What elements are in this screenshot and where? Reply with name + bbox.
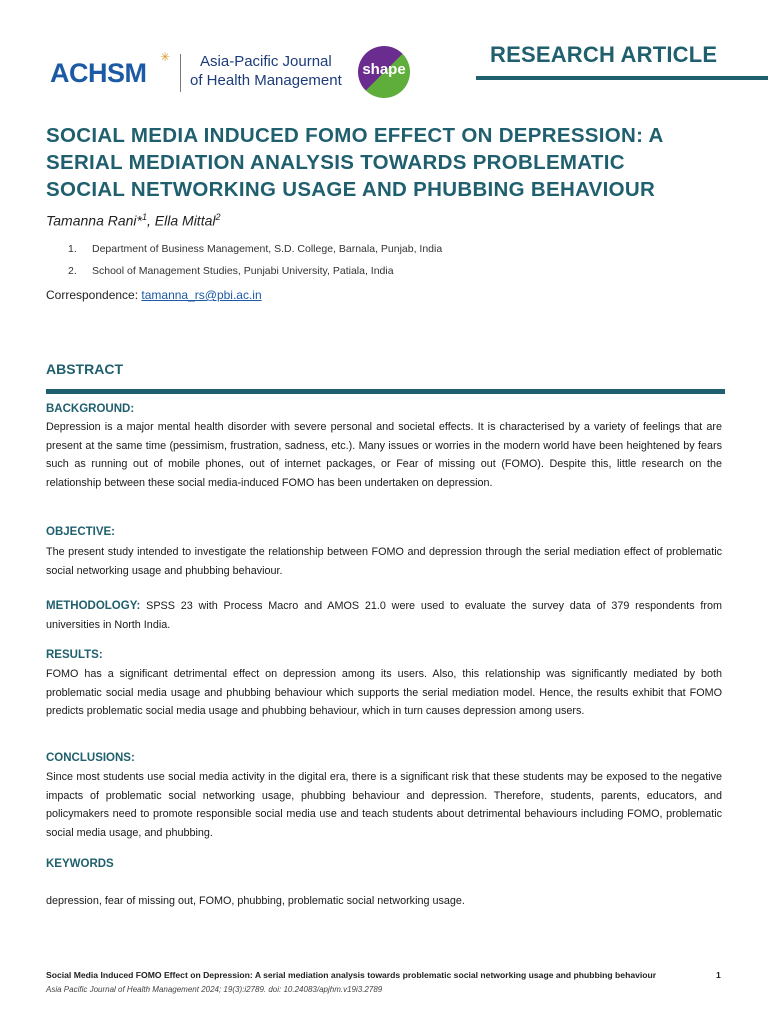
star-icon: ✳	[160, 50, 171, 64]
affiliation-item: 1. Department of Business Management, S.D. College, Barnala, Punjab, India	[68, 243, 443, 255]
achsm-logo[interactable]: ACHSM	[50, 58, 147, 88]
running-title: Social Media Induced FOMO Effect on Depression: A serial mediation analysis towards problematic social networking usage and phubbing behaviour	[46, 970, 657, 980]
affiliation-item: 2. School of Management Studies, Punjabi University, Patiala, India	[68, 265, 394, 277]
logo-divider	[180, 54, 181, 92]
page-number: 1	[716, 970, 721, 980]
methodology-text: SPSS 23 with Process Macro and AMOS 21.0 were used to evaluate the survey data of 379 respondents from universities in North India.	[46, 600, 722, 631]
objective-text: The present study intended to investigate the relationship between FOMO and depression through the serial mediation effect of problematic social networking usage and phubbing behaviour.	[46, 546, 722, 577]
article-type-rule	[476, 76, 768, 80]
citation-line: Asia Pacific Journal of Health Management 2024; 19(3):i2789. doi: 10.24083/apjhm.v19i3.2789	[46, 985, 383, 994]
conclusions-text: Since most students use social media activity in the digital era, there is a significant risk that these students may be exposed to the negative impacts of problematic social networking usage, phubbing behaviour and depression. Therefore, students, parents, educators, and policymakers need to promote responsible social media use and teach students about detrimental behaviours including FOMO, problematic social media usage, and phubbing.	[46, 771, 722, 840]
article-title: SOCIAL MEDIA INDUCED FOMO EFFECT ON DEPRESSION: A SERIAL MEDIATION ANALYSIS TOWARDS PROBLEMATIC SOCIAL NETWORKING USAGE AND PHUBBING BEHAVIOUR	[46, 124, 664, 201]
author-name: Ella Mittal	[154, 212, 216, 229]
methodology-label: METHODOLOGY:	[46, 600, 141, 612]
author-list: Tamanna Rani*$^1$, Ella Mittal$^2$	[46, 212, 221, 229]
objective-label: OBJECTIVE:	[46, 526, 116, 538]
keywords-label: KEYWORDS	[46, 858, 114, 870]
abstract-divider	[46, 389, 725, 394]
keywords-text: depression, fear of missing out, FOMO, phubbing, problematic social networking usage.	[46, 895, 465, 907]
abstract-heading: ABSTRACT	[46, 361, 123, 377]
shape-logo[interactable]: shape	[358, 46, 410, 98]
background-text: Depression is a major mental health disorder with severe personal and societal effects. It is characterised by a variety of feelings that are present at the same time (pessimism, frustration, sadness, etc.). Many issues or worries in the modern world have been heightened by fears such as running out of mobile phones, out of internet packages, or Fear of missing out (FOMO). Despite this, little research on the relationship between these social media-induced FOMO has been undertaken on depression.	[46, 421, 722, 490]
article-type-label: RESEARCH ARTICLE	[490, 42, 718, 67]
journal-name: Asia-Pacific Journal of Health Management	[190, 53, 342, 89]
results-label: RESULTS:	[46, 649, 103, 661]
conclusions-label: CONCLUSIONS:	[46, 752, 135, 764]
email-link[interactable]: tamanna_rs@pbi.ac.in	[141, 288, 262, 302]
journal-header	[48, 40, 768, 100]
author-name: Tamanna Rani*	[46, 212, 142, 229]
background-label: BACKGROUND:	[46, 403, 135, 415]
results-text: FOMO has a significant detrimental effect on depression among its users. Also, this relationship was significantly mediated by both problematic social media usage and phubbing behaviour which supports the serial mediation model. Hence, the results exhibit that FOMO predicts problematic social media usage and phubbing behaviour, which in turn causes depression among users.	[46, 668, 722, 718]
correspondence: Correspondence: tamanna_rs@pbi.ac.in	[46, 288, 262, 302]
methodology-paragraph	[46, 597, 722, 634]
